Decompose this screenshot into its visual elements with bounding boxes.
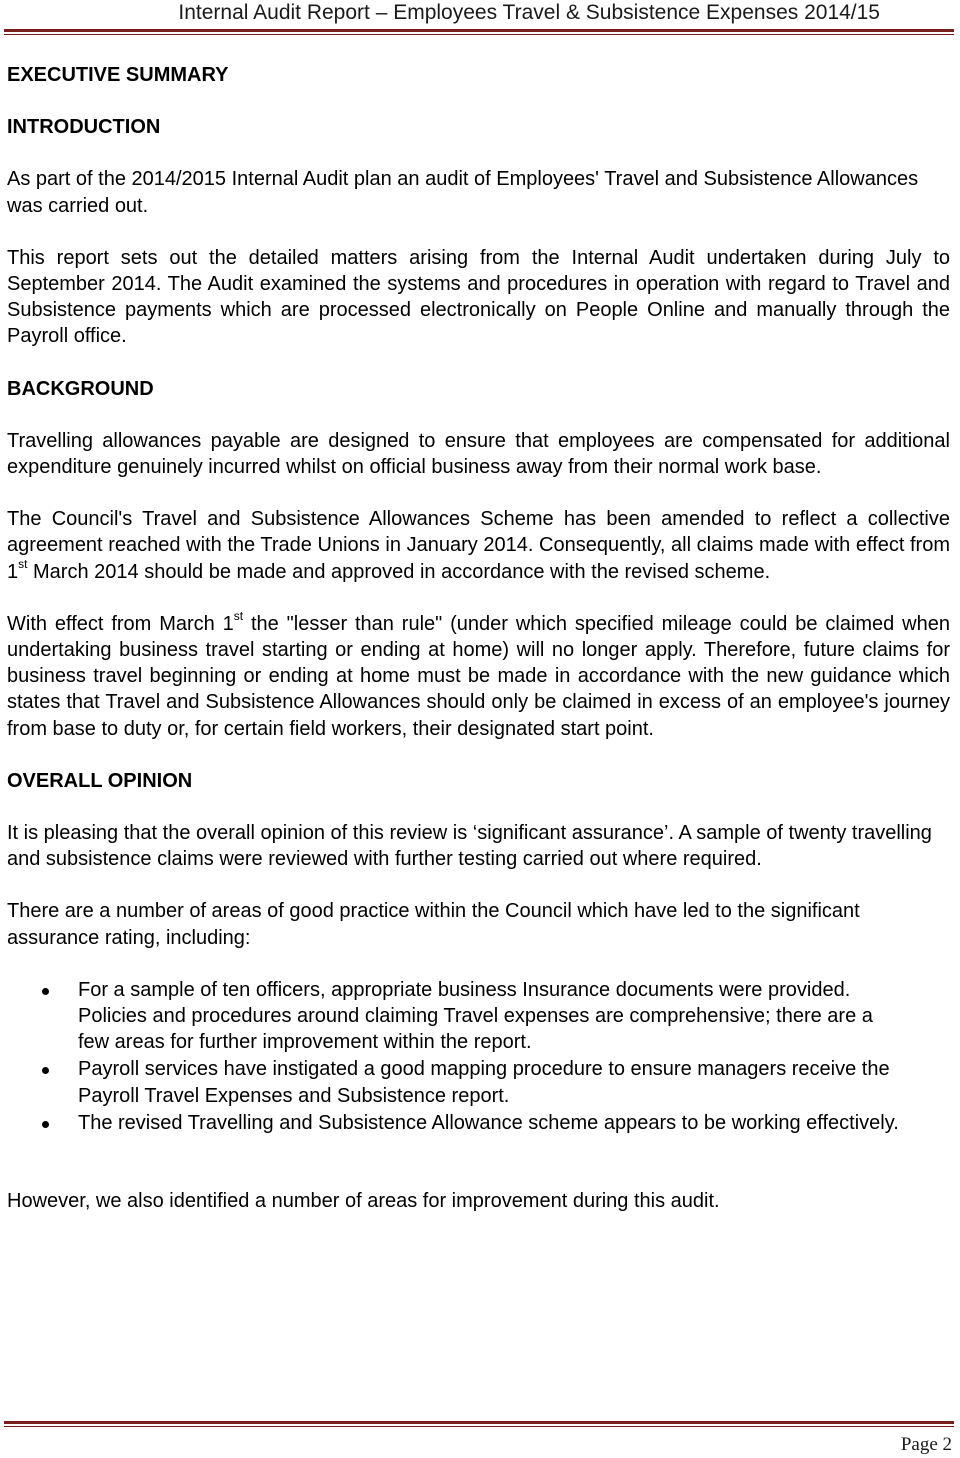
good-practice-list	[7, 977, 950, 1136]
footer-rule-thick	[4, 1421, 954, 1424]
page-number: Page 2	[900, 1434, 952, 1455]
background-paragraph-2	[7, 506, 950, 585]
introduction-paragraph-2: This report sets out the detailed matters arising from the Internal Audit undertaken during July to September 2014. The Audit examined the systems and procedures in operation with regard to Travel and Subsistence payments which are processed electronically on People Online and manually through the Payroll office.	[7, 246, 950, 348]
list-item	[7, 977, 908, 1056]
list-item-text: Payroll services have instigated a good mapping procedure to ensure managers receive the Payroll Travel Expenses and Subsistence report.	[78, 1058, 890, 1107]
overall-opinion-paragraph-2: There are a number of areas of good practice within the Council which have led to the significant assurance rating, including:	[7, 900, 860, 949]
background-paragraph-2-text-b: March 2014 should be made and approved in accordance with the revised scheme.	[27, 560, 771, 583]
executive-summary-heading: EXECUTIVE SUMMARY	[7, 64, 229, 86]
header-rule-thick	[4, 29, 954, 32]
running-header-title: Internal Audit Report – Employees Travel & Subsistence Expenses 2014/15	[178, 1, 880, 24]
header-rule-thin	[4, 34, 954, 35]
background-paragraph-3	[7, 611, 950, 742]
background-paragraph-2-superscript: st	[18, 556, 28, 571]
list-item-text: The revised Travelling and Subsistence Allowance scheme appears to be working effectively.	[78, 1111, 899, 1134]
bullet-icon	[42, 988, 49, 995]
background-paragraph-2-text-a: The Council's Travel and Subsistence Allowances Scheme has been amended to reflect a collective agreement reached with the Trade Unions in January 2014. Consequently, all claims made with effect from 1	[7, 508, 950, 583]
overall-opinion-paragraph-1: It is pleasing that the overall opinion of this review is ‘significant assurance’. A sample of twenty travelling and subsistence claims were reviewed with further testing carried out where required.	[7, 822, 932, 871]
introduction-paragraph-1: As part of the 2014/2015 Internal Audit plan an audit of Employees' Travel and Subsistence Allowances was carried out.	[7, 168, 919, 217]
list-item	[7, 1110, 908, 1136]
background-paragraph-1: Travelling allowances payable are designed to ensure that employees are compensated for additional expenditure genuinely incurred whilst on official business away from their normal work base.	[7, 429, 950, 479]
list-item	[7, 1056, 908, 1108]
bullet-icon	[42, 1067, 49, 1074]
background-paragraph-3-text-b: the "lesser than rule" (under which specified mileage could be claimed when undertaking business travel starting or ending at home) will no longer apply. Therefore, future claims for business travel beginning or ending at home must be made in accordance with the new guidance which states that Travel and Subsistence Allowances should only be claimed in excess of an employee's journey from base to duty or, for certain field workers, their designated start point.	[7, 612, 950, 740]
report-body	[7, 62, 950, 1240]
footer-rule-thin	[4, 1426, 954, 1427]
background-heading: BACKGROUND	[7, 377, 154, 400]
list-item-text: For a sample of ten officers, appropriate business Insurance documents were provided. Policies and procedures around claiming Travel expenses are comprehensive; there are a few areas for further improvement within the report.	[78, 978, 873, 1054]
background-paragraph-3-superscript: st	[233, 609, 244, 624]
introduction-heading: INTRODUCTION	[7, 116, 161, 139]
bullet-icon	[42, 1121, 49, 1128]
background-paragraph-3-text-a: With effect from March 1	[7, 612, 234, 635]
overall-opinion-heading: OVERALL OPINION	[7, 769, 193, 792]
overall-opinion-paragraph-3: However, we also identified a number of areas for improvement during this audit.	[7, 1190, 720, 1213]
